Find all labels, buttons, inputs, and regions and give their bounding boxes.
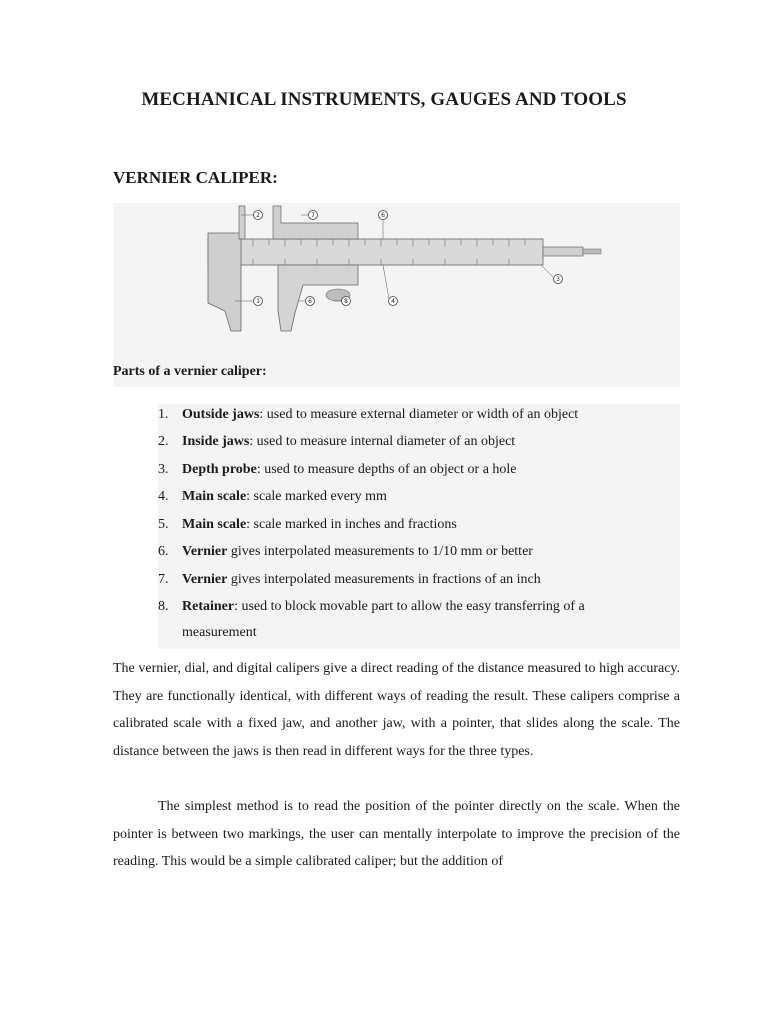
callout-3 (554, 275, 563, 284)
list-item-number: 3. (158, 462, 169, 477)
list-item-description: : used to block movable part to allow the easy transferring of a measurement (182, 599, 585, 640)
section-heading: VERNIER CALIPER: (113, 168, 278, 187)
svg-text:2: 2 (256, 212, 260, 219)
figure-caption: Parts of a vernier caliper: (113, 364, 267, 379)
callout-1 (254, 297, 263, 306)
list-item-term: Outside jaws (182, 407, 260, 422)
caliper-figure (113, 203, 680, 387)
callout-7 (309, 211, 318, 220)
list-item-number: 4. (158, 489, 169, 504)
list-item-description: : scale marked in inches and fractions (246, 517, 457, 532)
body-paragraph: The simplest method is to read the position of the pointer directly on the scale. When the pointer is between two markings, the user can mentally interpolate to improve the precision of the reading. This would be a simple calibrated caliper; but the addition of (113, 799, 680, 869)
svg-text:6: 6 (381, 212, 385, 219)
svg-text:1: 1 (256, 298, 260, 305)
svg-text:7: 7 (311, 212, 315, 219)
list-item-description: : used to measure external diameter or width of an object (259, 407, 579, 422)
list-item-term: Depth probe (182, 462, 257, 477)
list-item-term: Inside jaws (182, 434, 250, 449)
list-item-term: Main scale (182, 517, 247, 532)
callout-4 (389, 297, 398, 306)
vernier-caliper-diagram (113, 203, 680, 353)
callout-6-top (379, 211, 388, 220)
callout-6-bottom (306, 297, 315, 306)
svg-text:3: 3 (556, 276, 560, 283)
list-item-term: Vernier (182, 544, 228, 559)
list-item-description: : used to measure internal diameter of an object (249, 434, 516, 449)
list-item-description: gives interpolated measurements to 1/10 mm or better (227, 544, 533, 559)
list-item-description: : used to measure depths of an object or a hole (256, 462, 517, 477)
list-item-number: 8. (158, 599, 169, 614)
list-item-number: 5. (158, 517, 169, 532)
list-item-number: 1. (158, 407, 169, 422)
callout-2-top (254, 211, 263, 220)
list-item-term: Vernier (182, 572, 228, 587)
parts-list-box (158, 404, 680, 649)
list-item-number: 6. (158, 544, 169, 559)
callout-8 (342, 297, 351, 306)
svg-text:6: 6 (308, 298, 312, 305)
body-paragraph: The vernier, dial, and digital calipers give a direct reading of the distance measured to high accuracy. They are functionally identical, with different ways of reading the result. These calipers comprise a calibrated scale with a fixed jaw, and another jaw, with a pointer, that slides along the scale. The distance between the jaws is then read in different ways for the three types. (113, 661, 680, 759)
list-item-term: Retainer (182, 599, 235, 614)
list-item-description: : scale marked every mm (246, 489, 387, 504)
list-item-term: Main scale (182, 489, 247, 504)
list-item-description: gives interpolated measurements in fractions of an inch (227, 572, 541, 587)
list-item-number: 2. (158, 434, 169, 449)
list-item-number: 7. (158, 572, 169, 587)
page-title: MECHANICAL INSTRUMENTS, GAUGES AND TOOLS (141, 89, 627, 110)
svg-text:8: 8 (344, 298, 348, 305)
svg-text:4: 4 (391, 298, 395, 305)
